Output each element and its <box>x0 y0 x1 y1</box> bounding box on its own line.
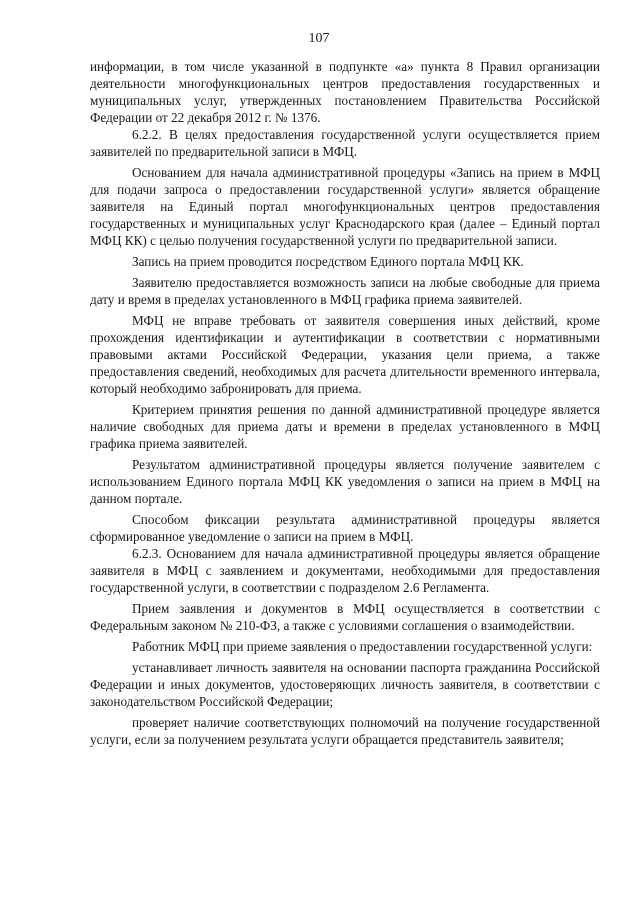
paragraph: проверяет наличие соответствующих полномочий на получение государственной услуги, если за получением результата услуги обращается представитель заявителя; <box>90 715 600 747</box>
paragraph: Критерием принятия решения по данной административной процедуре является наличие свободных для приема даты и времени в пределах установленного в МФЦ графика приема заявителей. <box>90 402 600 451</box>
paragraph: Результатом административной процедуры является получение заявителем с использованием Единого портала МФЦ КК уведомления о записи на прием в МФЦ на данном портале. <box>90 457 600 506</box>
paragraph: Запись на прием проводится посредством Единого портала МФЦ КК. <box>132 254 524 269</box>
paragraph: Работник МФЦ при приеме заявления о предоставлении государственной услуги: <box>132 639 593 654</box>
paragraph: МФЦ не вправе требовать от заявителя совершения иных действий, кроме прохождения идентификации и аутентификации в соответствии с нормативными правовыми актами Российской Федерации, указания цели приема, а также предоставления сведений, необходимых для расчета длительности временного интервала, который необходимо забронировать для приема. <box>90 313 600 396</box>
document-body <box>90 58 600 748</box>
paragraph: устанавливает личность заявителя на основании паспорта гражданина Российской Федерации и иных документов, удостоверяющих личность заявителя, в соответствии с законодательством Российской Федерации; <box>90 660 600 709</box>
paragraph: Способом фиксации результата административной процедуры является сформированное уведомление о записи на прием в МФЦ. <box>90 512 600 544</box>
page-number: 107 <box>308 31 330 46</box>
paragraph: Прием заявления и документов в МФЦ осуществляется в соответствии с Федеральным законом № 210-ФЗ, а также с условиями соглашения о взаимодействии. <box>90 601 600 633</box>
paragraph: 6.2.2. В целях предоставления государственной услуги осуществляется прием заявителей по предварительной записи в МФЦ. <box>90 127 600 159</box>
paragraph: Основанием для начала административной процедуры «Запись на прием в МФЦ для подачи запроса о предоставлении государственной услуги» является обращение заявителя на Единый портал многофункциональных центров предоставления государственных и муниципальных услуг Краснодарского края (далее – Единый портал МФЦ КК) с целью получения государственной услуги по предварительной записи. <box>90 165 600 248</box>
paragraph: 6.2.3. Основанием для начала административной процедуры является обращение заявителя в МФЦ с заявлением и документами, необходимыми для предоставления государственной услуги, в соответствии с подразделом 2.6 Регламента. <box>90 546 600 595</box>
paragraph: информации, в том числе указанной в подпункте «а» пункта 8 Правил организации деятельности многофункциональных центров предоставления государственных и муниципальных услуг, утвержденных постановлением Правительства Российской Федерации от 22 декабря 2012 г. № 1376. <box>90 59 600 125</box>
paragraph: Заявителю предоставляется возможность записи на любые свободные для приема дату и время в пределах установленного в МФЦ графика приема заявителей. <box>90 275 600 307</box>
